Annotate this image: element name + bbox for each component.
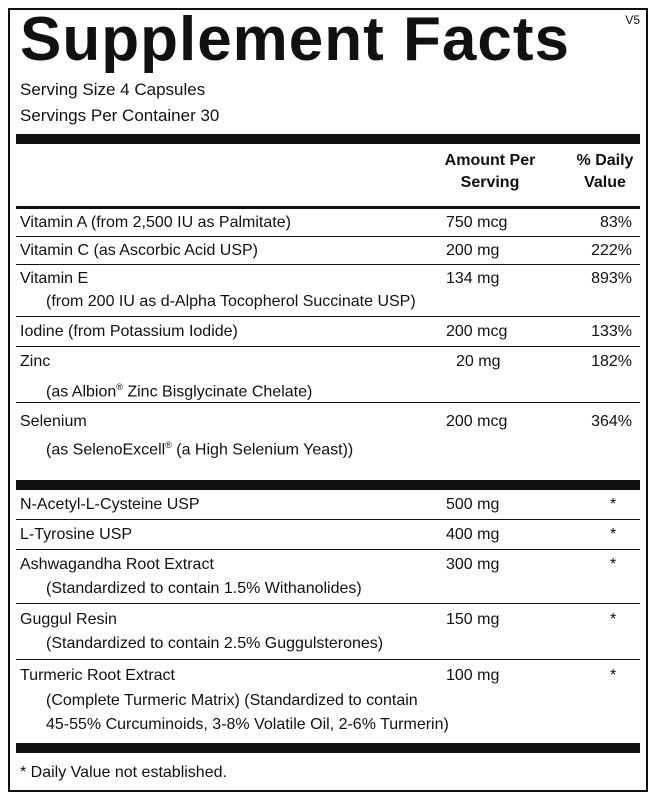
ingredient-dv: * — [610, 496, 617, 513]
thick-divider-middle — [16, 480, 640, 490]
amount-per-serving-header — [420, 150, 560, 194]
nutrient-source — [46, 434, 353, 461]
registered-mark: ® — [165, 440, 172, 450]
nutrient-name: Vitamin E — [20, 270, 89, 287]
ingredient-row-turmeric — [16, 660, 640, 742]
source-text-pre: (as SelenoExcell — [46, 441, 166, 459]
source-text-post: (a High Selenium Yeast)) — [171, 441, 354, 459]
ingredient-row-nac — [16, 490, 640, 520]
ingredient-name: L-Tyrosine USP — [20, 526, 133, 543]
ingredient-standardization: (Standardized to contain 1.5% Withanolides) — [46, 580, 362, 597]
ingredient-row-guggul — [16, 604, 640, 660]
nutrient-dv: 222% — [591, 242, 632, 259]
ingredient-dv: * — [610, 556, 617, 573]
nutrient-dv: 893% — [591, 270, 632, 287]
dv-header-line1: % Daily — [576, 152, 634, 169]
dv-header-line2: Value — [584, 174, 626, 191]
nutrient-amount: 200 mcg — [446, 323, 508, 340]
amount-header-line1: Amount Per — [444, 152, 536, 169]
source-text-pre: (as Albion — [46, 383, 117, 401]
ingredient-standardization: (Standardized to contain 2.5% Guggulsterones) — [46, 635, 384, 652]
ingredient-description: (Complete Turmeric Matrix) (Standardized to contain — [46, 692, 418, 709]
ingredient-amount: 500 mg — [446, 496, 500, 513]
nutrient-row-selenium — [16, 403, 640, 467]
version-label: V5 — [625, 13, 640, 27]
nutrient-amount: 20 mg — [456, 353, 501, 370]
nutrient-source — [46, 376, 312, 403]
thick-divider-bottom — [16, 743, 640, 753]
registered-mark: ® — [116, 382, 123, 392]
ingredient-dv: * — [610, 611, 617, 628]
nutrient-row-vitamin-e — [16, 265, 640, 317]
ingredient-name: N-Acetyl-L-Cysteine USP — [20, 496, 200, 513]
nutrient-row-vitamin-a — [16, 209, 640, 237]
supplement-facts-panel — [8, 5, 648, 792]
ingredient-name: Guggul Resin — [20, 611, 117, 628]
ingredient-amount: 100 mg — [446, 667, 500, 684]
nutrient-name: Vitamin C (as Ascorbic Acid USP) — [20, 242, 259, 259]
daily-value-header — [565, 150, 645, 194]
nutrient-name: Iodine (from Potassium Iodide) — [20, 323, 238, 340]
ingredient-amount: 400 mg — [446, 526, 500, 543]
ingredient-dv: * — [610, 667, 617, 684]
nutrient-row-vitamin-c — [16, 237, 640, 265]
nutrient-row-zinc — [16, 347, 640, 403]
nutrient-amount: 200 mg — [446, 242, 500, 259]
ingredient-dv: * — [610, 526, 617, 543]
footnote: * Daily Value not established. — [20, 764, 227, 781]
ingredient-name: Ashwagandha Root Extract — [20, 556, 214, 573]
nutrient-dv: 364% — [591, 413, 632, 430]
servings-per-container: Servings Per Container 30 — [20, 106, 220, 125]
ingredient-amount: 300 mg — [446, 556, 500, 573]
nutrient-name: Selenium — [20, 413, 87, 430]
nutrient-name: Zinc — [20, 353, 51, 370]
thick-divider-top — [16, 134, 640, 144]
ingredient-row-l-tyrosine — [16, 520, 640, 550]
nutrient-dv: 83% — [599, 214, 632, 231]
nutrient-amount: 134 mg — [446, 270, 500, 287]
ingredient-amount: 150 mg — [446, 611, 500, 628]
panel-title: Supplement Facts — [20, 5, 570, 74]
nutrient-dv: 182% — [591, 353, 632, 370]
nutrient-amount: 200 mcg — [446, 413, 508, 430]
ingredient-name: Turmeric Root Extract — [20, 667, 175, 684]
amount-header-line2: Serving — [460, 174, 520, 191]
ingredient-standardization: 45-55% Curcuminoids, 3-8% Volatile Oil, 2-6% Turmerin) — [46, 716, 449, 733]
nutrient-source: (from 200 IU as d-Alpha Tocopherol Succinate USP) — [46, 293, 416, 310]
nutrient-dv: 133% — [591, 323, 632, 340]
source-text-post: Zinc Bisglycinate Chelate) — [122, 383, 313, 401]
ingredient-row-ashwagandha — [16, 550, 640, 604]
nutrient-row-iodine — [16, 317, 640, 347]
serving-size: Serving Size 4 Capsules — [20, 80, 206, 99]
nutrient-amount: 750 mcg — [446, 214, 508, 231]
nutrient-name: Vitamin A (from 2,500 IU as Palmitate) — [20, 214, 291, 231]
